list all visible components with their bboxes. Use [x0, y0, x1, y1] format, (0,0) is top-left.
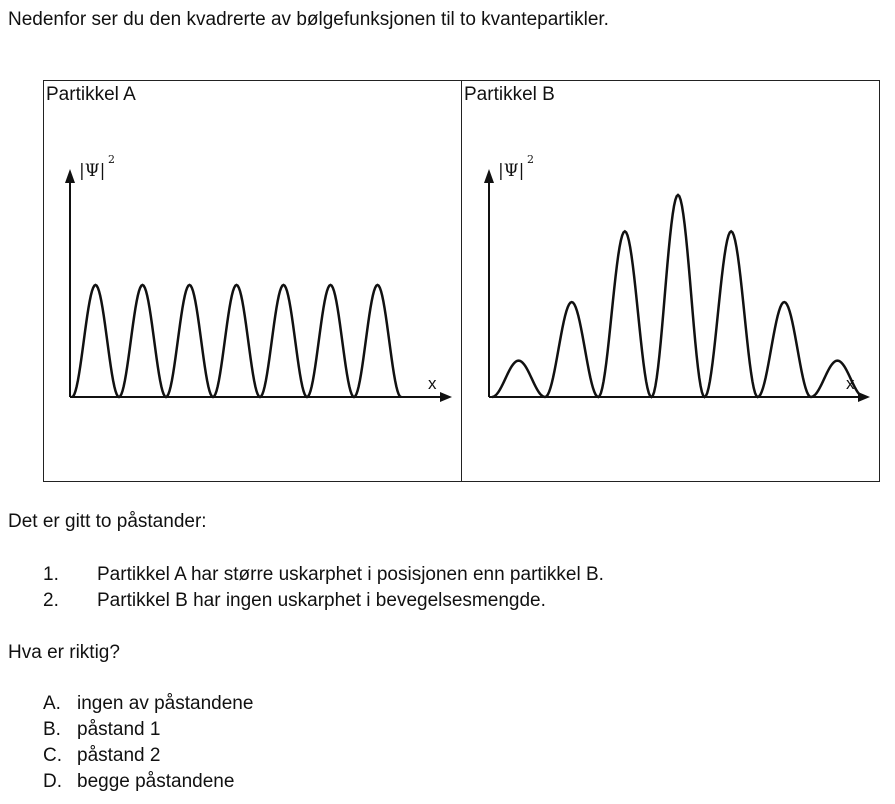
figure-table	[43, 80, 880, 482]
option-text: påstand 2	[77, 745, 161, 766]
curve-a	[72, 285, 401, 397]
panel-b-title: Partikkel B	[464, 84, 555, 105]
option-a[interactable]	[43, 693, 253, 715]
statement-2	[43, 590, 546, 612]
option-letter: A.	[43, 693, 61, 714]
y-axis-arrow	[484, 169, 494, 183]
x-axis-arrow	[440, 392, 452, 402]
statement-number: 2.	[43, 590, 59, 611]
question-text: Hva er riktig?	[8, 642, 120, 663]
statement-number: 1.	[43, 564, 59, 585]
panel-b	[462, 81, 879, 481]
intro-text: Nedenfor ser du den kvadrerte av bølgefunksjonen til to kvantepartikler.	[8, 9, 609, 30]
y-axis-label-sup: 2	[527, 153, 534, 166]
option-text: begge påstandene	[77, 771, 235, 792]
chart-b	[462, 81, 879, 483]
panel-a	[44, 81, 462, 481]
chart-a	[44, 81, 462, 483]
y-axis-arrow	[65, 169, 75, 183]
statement-text: Partikkel A har større uskarphet i posisjonen enn partikkel B.	[97, 564, 604, 585]
statement-1	[43, 564, 604, 586]
statement-text: Partikkel B har ingen uskarphet i bevegelsesmengde.	[97, 590, 546, 611]
statements-intro: Det er gitt to påstander:	[8, 511, 207, 532]
option-letter: D.	[43, 771, 62, 792]
panel-a-title: Partikkel A	[46, 84, 136, 105]
curve-b	[492, 195, 864, 397]
y-axis-label: |Ψ|	[498, 161, 525, 181]
option-text: påstand 1	[77, 719, 161, 740]
x-axis-label: x	[846, 374, 855, 393]
option-c[interactable]	[43, 745, 160, 767]
option-d[interactable]	[43, 771, 234, 793]
option-letter: C.	[43, 745, 62, 766]
x-axis-label: x	[428, 374, 437, 393]
option-text: ingen av påstandene	[77, 693, 254, 714]
option-b[interactable]	[43, 719, 160, 741]
y-axis-label: |Ψ|	[79, 161, 106, 181]
option-letter: B.	[43, 719, 61, 740]
y-axis-label-sup: 2	[108, 153, 115, 166]
